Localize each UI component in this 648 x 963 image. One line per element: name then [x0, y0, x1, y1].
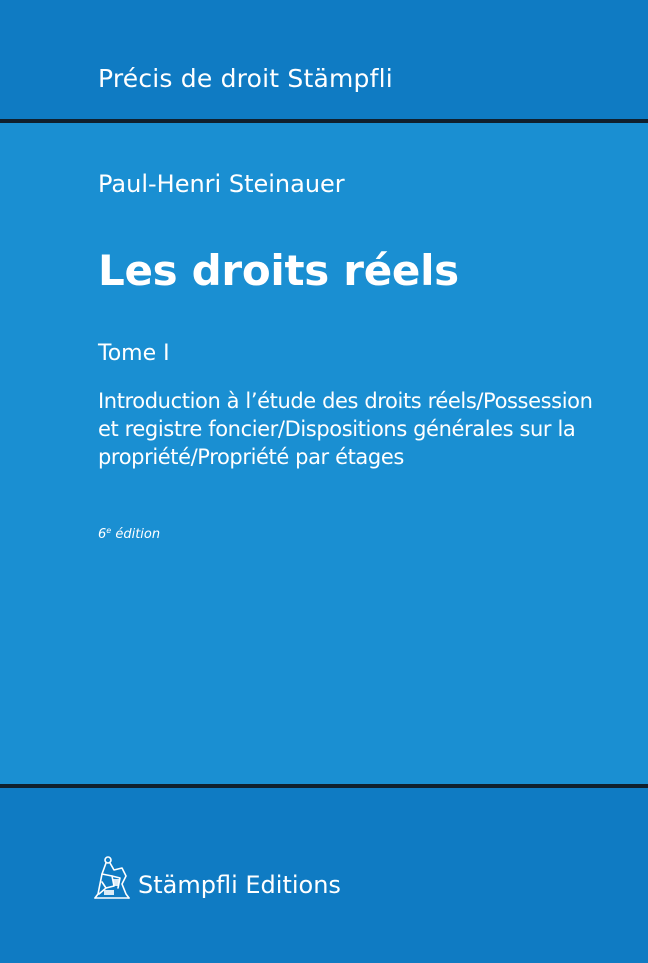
- subtitle-line: et registre foncier/Dispositions générales sur la: [98, 417, 576, 441]
- edition-text: édition: [111, 527, 161, 542]
- subtitle: [98, 387, 618, 471]
- volume-label: Tome I: [98, 341, 170, 366]
- author-name: Paul-Henri Steinauer: [98, 170, 345, 198]
- publisher-name: Stämpfli Editions: [138, 871, 341, 899]
- series-title: Précis de droit Stämpfli: [98, 64, 393, 93]
- book-title: Les droits réels: [98, 246, 459, 295]
- edition-suffix: e: [106, 526, 112, 535]
- publisher-figure-logo-icon: [92, 854, 132, 900]
- publisher-block: [92, 850, 341, 900]
- subtitle-line: Introduction à l’étude des droits réels/Possession: [98, 389, 593, 413]
- edition-number: 6: [98, 527, 107, 542]
- top-divider: [0, 119, 648, 123]
- header-band: [0, 0, 648, 119]
- edition-label: [98, 526, 160, 542]
- subtitle-line: propriété/Propriété par étages: [98, 445, 404, 469]
